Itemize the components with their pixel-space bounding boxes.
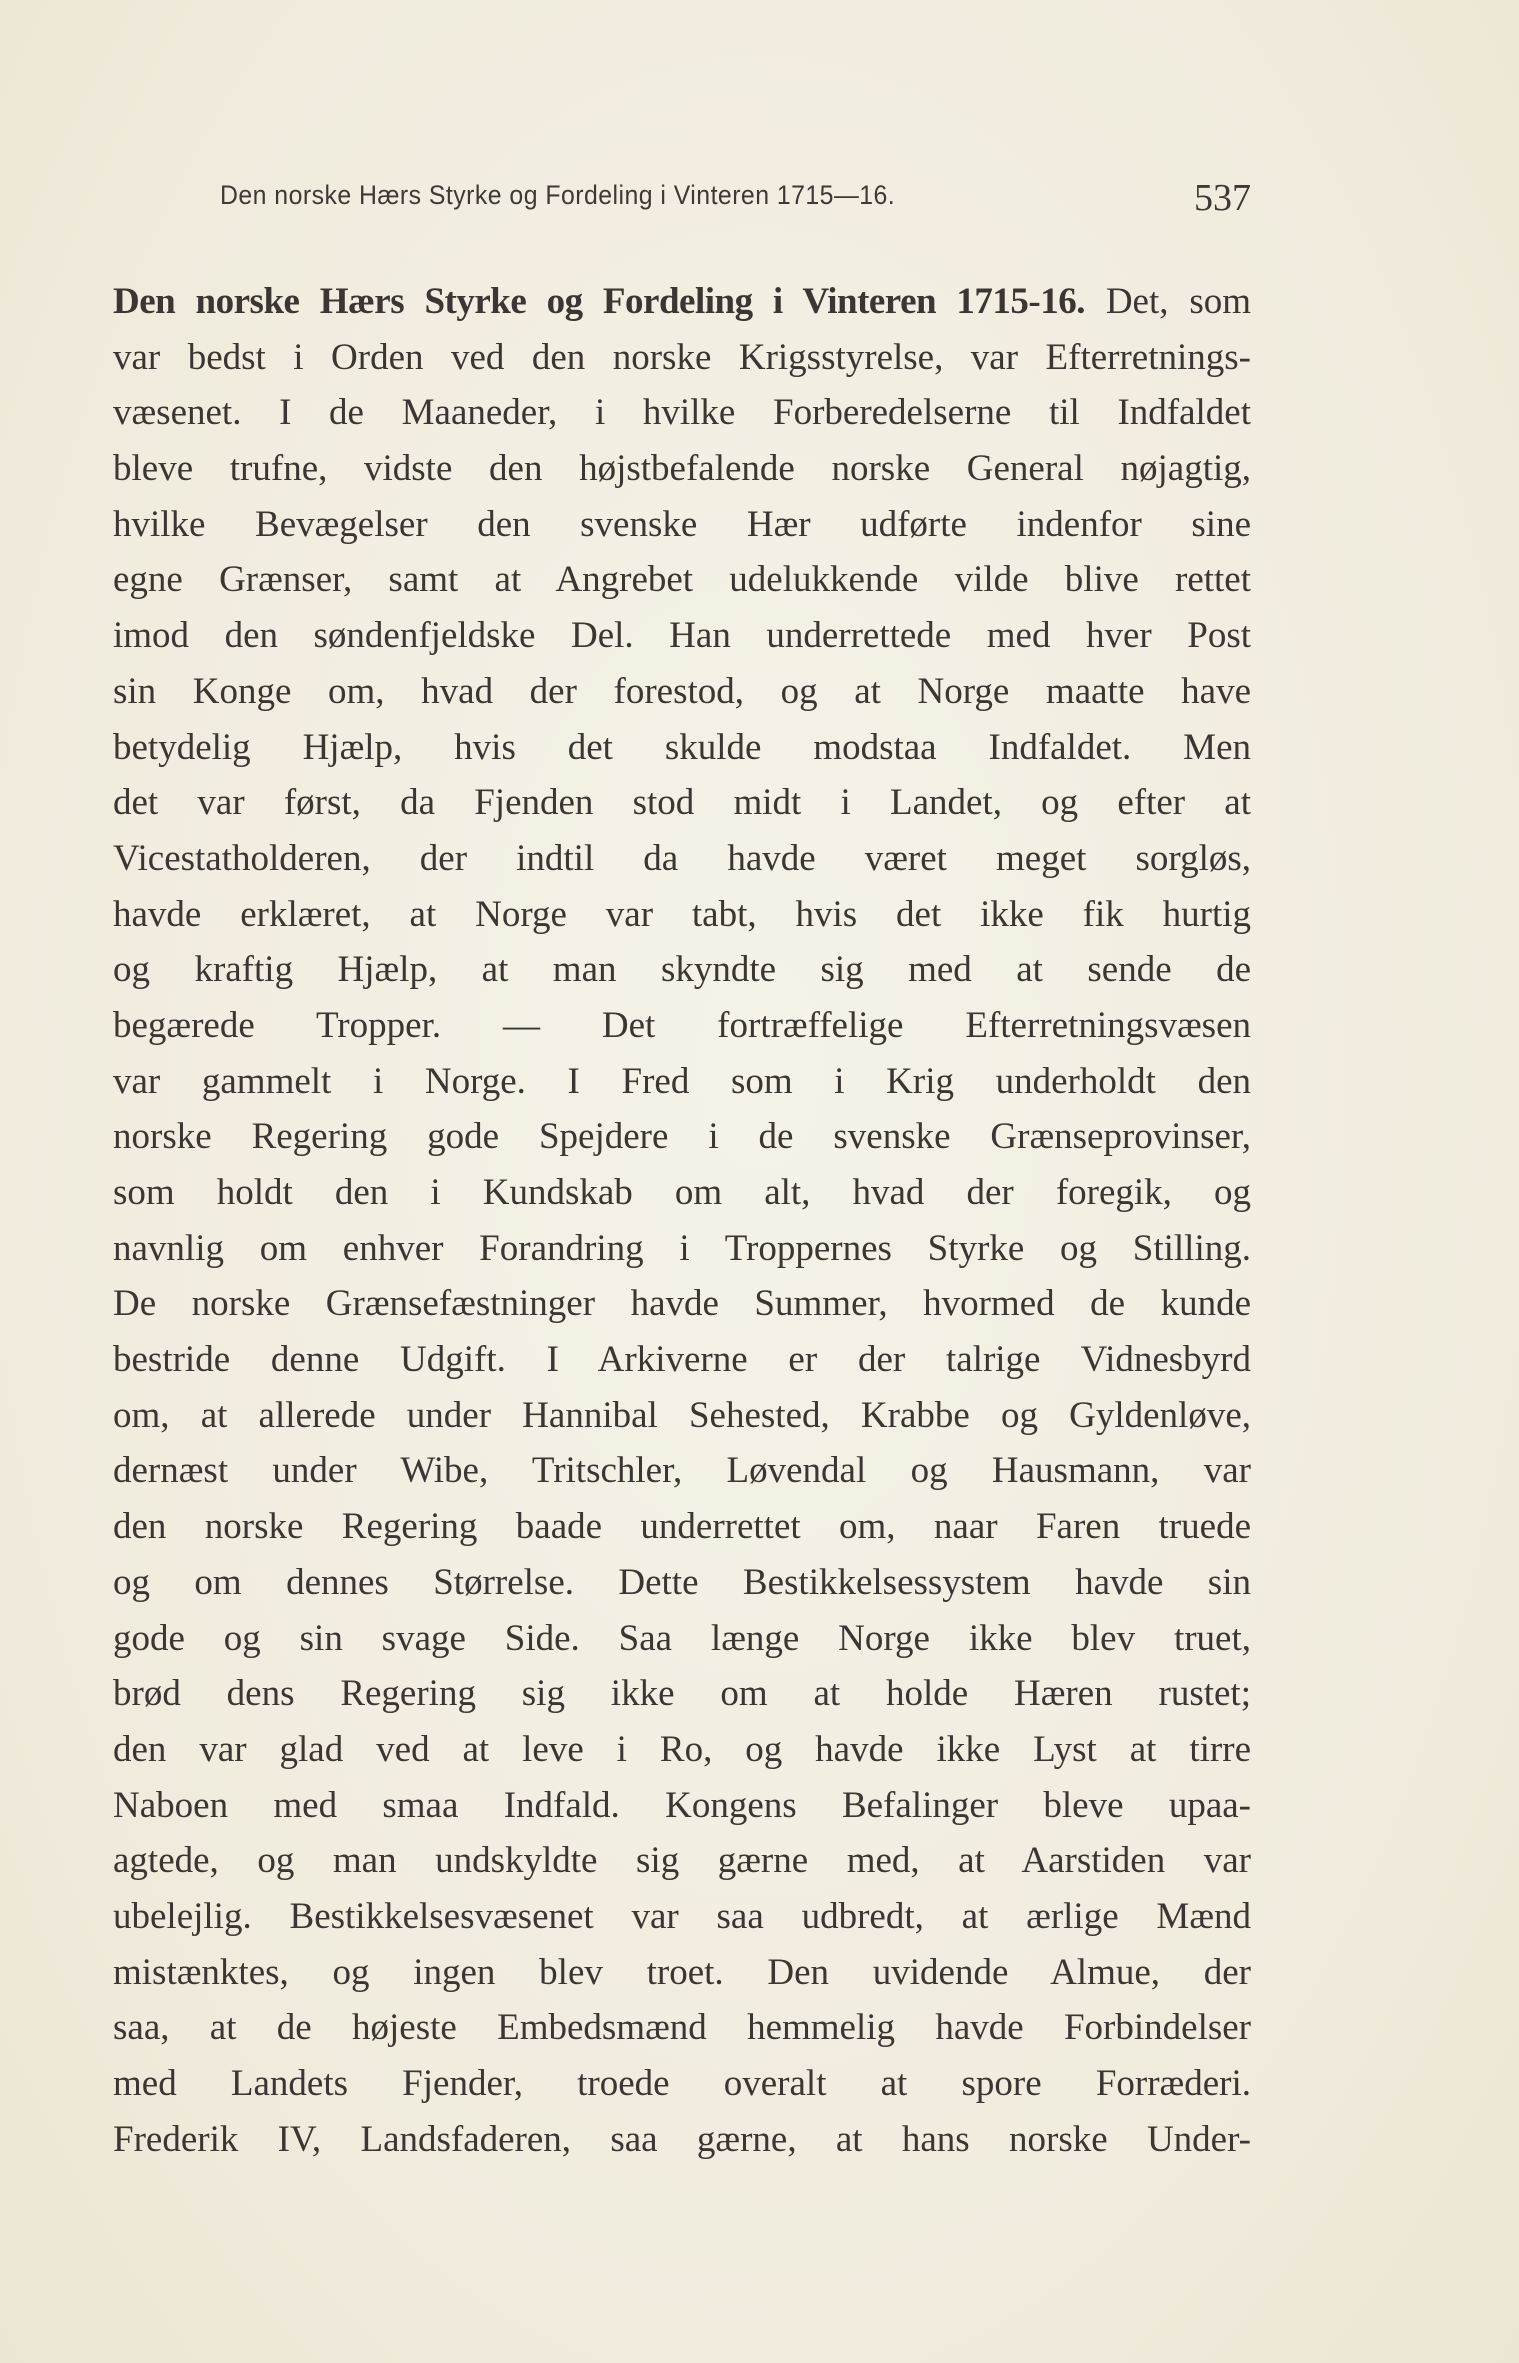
text-line (113, 1332, 1251, 1388)
line-text: brød dens Regering sig ikke om at holde Hæren rustet; (113, 1673, 1251, 1715)
text-line (113, 1889, 1251, 1945)
line-text: begærede Tropper. — Det fortræffelige Efterretningsvæsen (113, 1004, 1251, 1046)
line-text: med Landets Fjender, troede overalt at spore Forræderi. (113, 2063, 1251, 2104)
line-text: Frederik IV, Landsfaderen, saa gærne, at hans norske Under- (113, 2118, 1251, 2160)
text-line (113, 552, 1251, 608)
text-line (113, 942, 1251, 998)
text-line (113, 497, 1251, 553)
line-text: den norske Regering baade underrettet om, naar Faren truede (113, 1506, 1251, 1548)
line-text: saa, at de højeste Embedsmænd hemmelig havde Forbindelser (113, 2007, 1251, 2049)
text-line (113, 2056, 1251, 2112)
text-line (113, 274, 1251, 330)
line-text: navnlig om enhver Forandring i Troppernes Styrke og Stilling. (113, 1227, 1251, 1269)
line-text: væsenet. I de Maaneder, i hvilke Forberedelserne til Indfaldet (113, 392, 1251, 434)
page-number: 537 (1194, 177, 1251, 219)
text-line (113, 441, 1251, 497)
line-text: og kraftig Hjælp, at man skyndte sig med at sende de (113, 949, 1251, 991)
text-line (113, 1165, 1251, 1221)
line-text: bestride denne Udgift. I Arkiverne er der talrige Vidnesbyrd (113, 1339, 1251, 1381)
text-line (113, 2000, 1251, 2056)
text-line (113, 887, 1251, 943)
line-text: det var først, da Fjenden stod midt i Landet, og efter at (113, 782, 1251, 824)
text-line (113, 1109, 1251, 1165)
line-text: ubelejlig. Bestikkelsesvæsenet var saa udbredt, at ærlige Mænd (113, 1895, 1251, 1937)
text-line (113, 720, 1251, 776)
line-text: imod den søndenfjeldske Del. Han underrettede med hver Post (113, 615, 1251, 657)
text-line (113, 1611, 1251, 1667)
section-lead: Den norske Hærs Styrke og Fordeling i Vinteren 1715-16. (113, 281, 1085, 322)
text-line (113, 608, 1251, 664)
line-text: og om dennes Størrelse. Dette Bestikkelsessystem havde sin (113, 1561, 1251, 1603)
running-head: Den norske Hærs Styrke og Fordeling i Vinteren 1715—16. (220, 180, 896, 210)
text-line (113, 1499, 1251, 1555)
line-text: norske Regering gode Spejdere i de svenske Grænseprovinser, (113, 1116, 1251, 1158)
line-text: Vicestatholderen, der indtil da havde været meget sorgløs, (113, 837, 1251, 879)
line-text: sin Konge om, hvad der forestod, og at Norge maatte have (113, 670, 1251, 712)
text-line (113, 998, 1251, 1054)
body-text (113, 274, 1251, 2167)
text-line (113, 1388, 1251, 1444)
line-text: egne Grænser, samt at Angrebet udelukkende vilde blive rettet (113, 559, 1251, 601)
line-text: hvilke Bevægelser den svenske Hær udførte indenfor sine (113, 503, 1251, 545)
text-line (113, 1833, 1251, 1889)
line-text: den var glad ved at leve i Ro, og havde ikke Lyst at tirre (113, 1728, 1251, 1770)
line-text: betydelig Hjælp, hvis det skulde modstaa Indfaldet. Men (113, 726, 1251, 768)
text-line (113, 664, 1251, 720)
text-line (113, 1555, 1251, 1611)
line-text: Naboen med smaa Indfald. Kongens Befalinger bleve upaa- (113, 1784, 1251, 1826)
text-line (113, 775, 1251, 831)
text-line (113, 1666, 1251, 1722)
text-line (113, 1945, 1251, 2001)
line-text: De norske Grænsefæstninger havde Summer, hvormed de kunde (113, 1283, 1251, 1325)
text-line (113, 1443, 1251, 1499)
line-text: dernæst under Wibe, Tritschler, Løvendal og Hausmann, var (113, 1450, 1251, 1492)
line-text: havde erklæret, at Norge var tabt, hvis det ikke fik hurtig (113, 893, 1251, 935)
text-line (113, 1276, 1251, 1332)
text-line (113, 385, 1251, 441)
text-line (113, 1221, 1251, 1277)
text-line (113, 1054, 1251, 1110)
text-line (113, 330, 1251, 386)
line-text: som holdt den i Kundskab om alt, hvad der foregik, og (113, 1172, 1251, 1213)
line-text: mistænktes, og ingen blev troet. Den uvidende Almue, der (113, 1951, 1251, 1993)
line-text: agtede, og man undskyldte sig gærne med, at Aarstiden var (113, 1840, 1251, 1882)
text-line (113, 2112, 1251, 2168)
line-text: om, at allerede under Hannibal Sehested, Krabbe og Gyldenløve, (113, 1394, 1251, 1436)
text-line (113, 831, 1251, 887)
text-line (113, 1722, 1251, 1778)
line-text: var bedst i Orden ved den norske Krigsstyrelse, var Efterretnings- (113, 336, 1251, 378)
text-line (113, 1778, 1251, 1834)
line-text: gode og sin svage Side. Saa længe Norge ikke blev truet, (113, 1617, 1251, 1659)
line-text: Det, som (1084, 281, 1252, 322)
line-text: var gammelt i Norge. I Fred som i Krig underholdt den (113, 1060, 1251, 1102)
line-text: bleve trufne, vidste den højstbefalende norske General nøjagtig, (113, 448, 1251, 490)
